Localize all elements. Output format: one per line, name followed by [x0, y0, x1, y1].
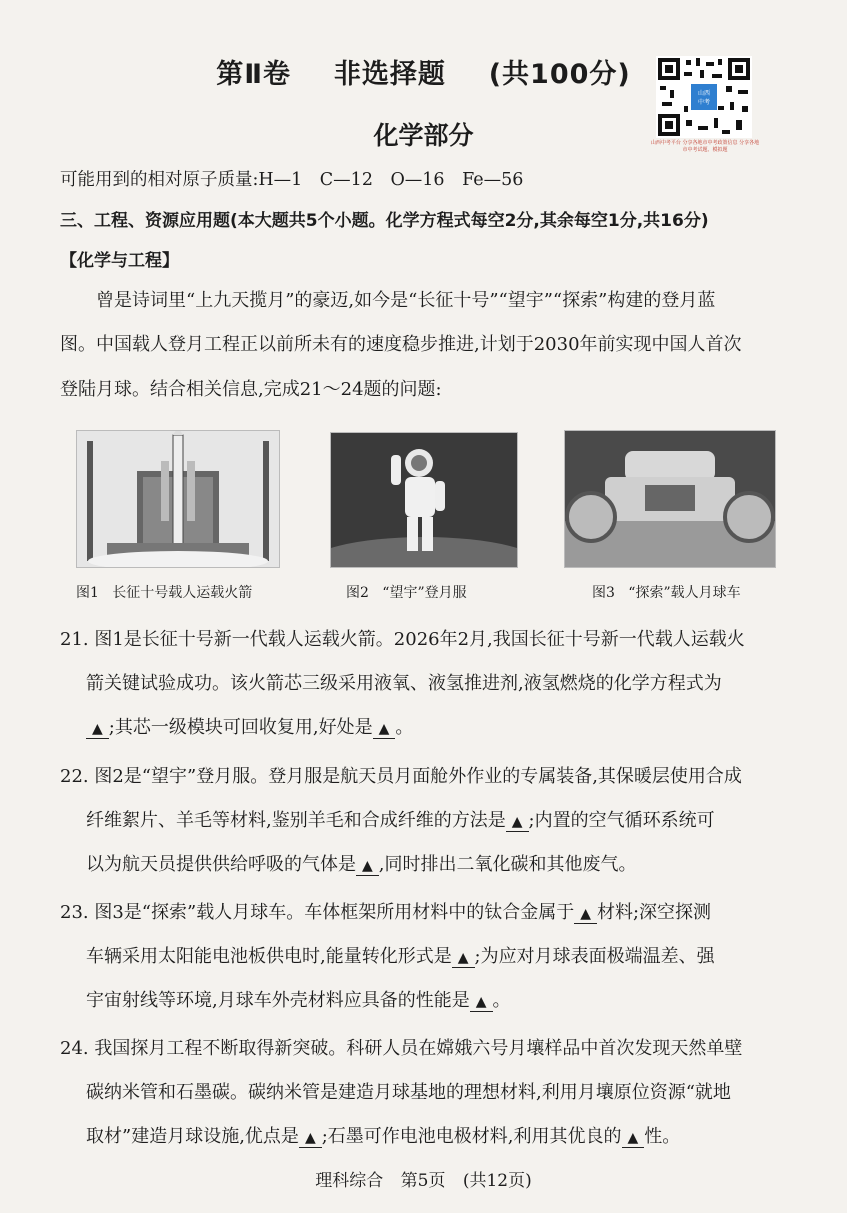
q22-line-1: 22. 图2是“望宇”登月服。登月服是航天员月面舱外作业的专属装备,其保暖层使用合成 — [60, 766, 742, 787]
subject-title: 化学部分 — [373, 121, 474, 150]
q23-answer-blank-3[interactable]: ▲ — [470, 993, 493, 1012]
q22-answer-blank-2[interactable]: ▲ — [356, 857, 379, 876]
figure-2-caption: 图2 “望宇”登月服 — [346, 585, 467, 601]
q24-line-1: 24. 我国探月工程不断取得新突破。科研人员在嫦娥六号月壤样品中首次发现天然单壁 — [60, 1038, 743, 1059]
qr-caption: 山西中考平台 分享各地市中考政策信息 分享各地市中考试题、模拟题 — [650, 140, 760, 153]
q21-line-2: 箭关键试验成功。该火箭芯三级采用液氧、液氢推进剂,液氢燃烧的化学方程式为 — [86, 673, 722, 694]
q21-answer-blank-2[interactable]: ▲ — [373, 720, 396, 739]
q22-answer-blank-1[interactable]: ▲ — [506, 813, 529, 832]
q21-line-3: ▲ ;其芯一级模块可回收复用,好处是 ▲ 。 — [86, 713, 413, 739]
q23-line-1: 23. 图3是“探索”载人月球车。车体框架所用材料中的钛合金属于 ▲ 材料;深空探测 — [60, 902, 712, 923]
subsection-heading: 【化学与工程】 — [60, 251, 179, 271]
figure-1-rocket-image — [76, 430, 280, 568]
intro-line-1: 曾是诗词里“上九天揽月”的豪迈,如今是“长征十号”“望宇”“探索”构建的登月蓝 — [96, 290, 716, 311]
section-type: 非选择题 — [333, 59, 446, 90]
atomic-mass-note: 可能用到的相对原子质量:H—1 C—12 O—16 Fe—56 — [60, 170, 524, 190]
page-footer — [0, 1166, 847, 1191]
q21-line-1: 21. 图1是长征十号新一代载人运载火箭。2026年2月,我国长征十号新一代载人运载火 — [60, 629, 745, 650]
q23-line-3: 宇宙射线等环境,月球车外壳材料应具备的性能是 ▲ 。 — [86, 990, 511, 1011]
q22-line-2: 纤维絮片、羊毛等材料,鉴别羊毛和合成纤维的方法是 ▲ ;内置的空气循环系统可 — [86, 810, 715, 831]
figure-1-caption: 图1 长征十号载人运载火箭 — [76, 585, 253, 601]
q24-line-2: 碳纳米管和石墨碳。碳纳米管是建造月球基地的理想材料,利用月壤原位资源“就地 — [86, 1082, 731, 1103]
qr-code — [656, 56, 752, 138]
q23-line-2: 车辆采用太阳能电池板供电时,能量转化形式是 ▲ ;为应对月球表面极端温差、强 — [86, 946, 715, 967]
volume-label: 第Ⅱ卷 — [216, 59, 292, 90]
q23-answer-blank-1[interactable]: ▲ — [574, 905, 597, 924]
q23-answer-blank-2[interactable]: ▲ — [452, 949, 475, 968]
svg-text:中考: 中考 — [697, 99, 711, 106]
q24-answer-blank-2[interactable]: ▲ — [622, 1129, 645, 1148]
q21-answer-blank-1[interactable]: ▲ — [86, 720, 109, 739]
q24-line-3: 取材”建造月球设施,优点是 ▲ ;石墨可作电池电极材料,利用其优良的 ▲ 性。 — [86, 1126, 681, 1147]
svg-text:山西: 山西 — [697, 90, 711, 97]
q24-answer-blank-1[interactable]: ▲ — [299, 1129, 322, 1148]
section-heading: 三、工程、资源应用题(本大题共5个小题。化学方程式每空2分,其余每空1分,共16分) — [60, 211, 709, 231]
figure-3-caption: 图3 “探索”载人月球车 — [592, 585, 741, 601]
figure-2-spacesuit-image — [330, 432, 518, 568]
footer-page-number: 第5页 — [400, 1171, 446, 1191]
q22-line-3: 以为航天员提供供给呼吸的气体是 ▲ ,同时排出二氧化碳和其他废气。 — [86, 854, 637, 875]
intro-line-3: 登陆月球。结合相关信息,完成21～24题的问题: — [60, 379, 442, 400]
figure-3-rover-image — [564, 430, 776, 568]
total-score: (共100分) — [488, 59, 631, 90]
footer-subject: 理科综合 — [315, 1171, 384, 1191]
footer-total-pages: (共12页) — [462, 1171, 532, 1191]
intro-line-2: 图。中国载人登月工程正以前所未有的速度稳步推进,计划于2030年前实现中国人首次 — [60, 334, 742, 355]
